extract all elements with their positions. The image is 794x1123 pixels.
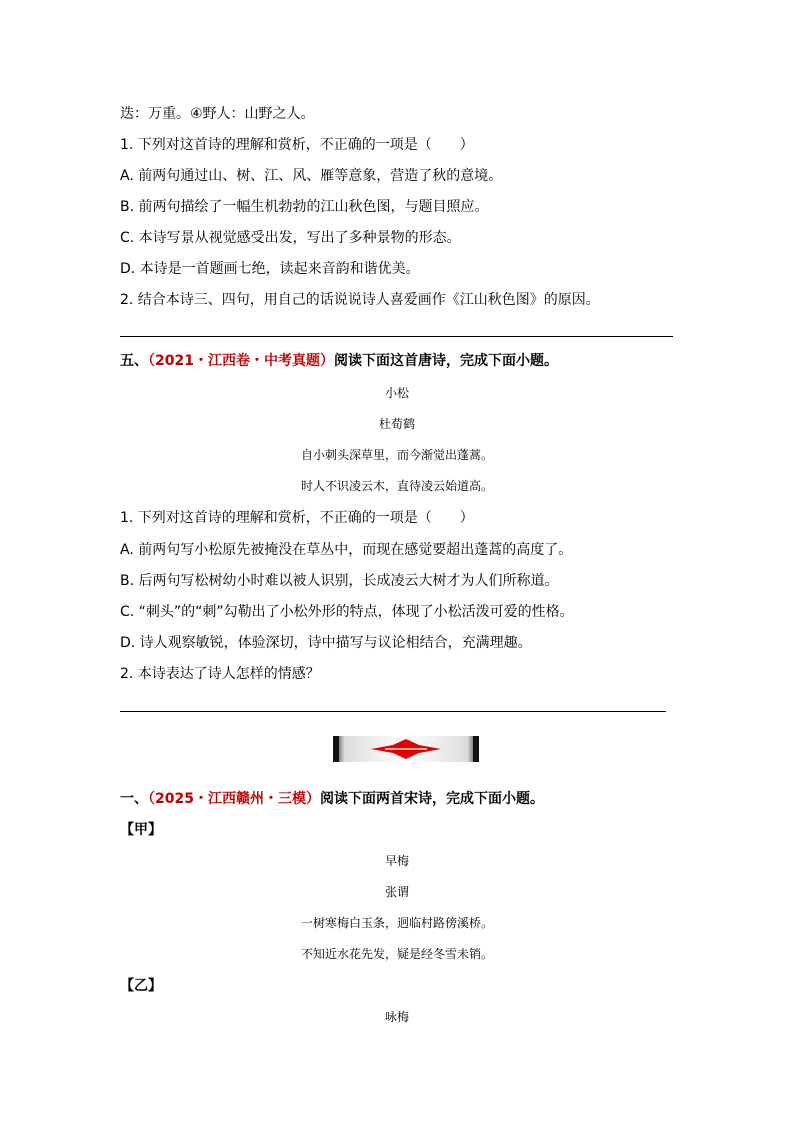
source-label: （2025・江西赣州・三模） (148, 791, 320, 807)
poem-title: 咏梅 (384, 1010, 409, 1024)
poem-author: 张谓 (384, 885, 409, 899)
poem-line: 一树寒梅白玉条，迥临村路傍溪桥。 (300, 916, 493, 930)
note-tail: 迭：万重。④野人：山野之人。 (120, 106, 315, 122)
poem-label-jia: 【甲】 (120, 822, 162, 838)
poem-title: 小松 (384, 386, 409, 400)
section-divider-badge (333, 736, 479, 762)
section-number: 五、 (120, 353, 148, 369)
poem-line: 时人不识凌云木，直待凌云始道高。 (300, 479, 493, 493)
question-2: 2. 本诗表达了诗人怎样的情感？ (120, 666, 320, 682)
question-2: 2. 结合本诗三、四句，用自己的话说说诗人喜爱画作《江山秋色图》的原因。 (120, 292, 600, 308)
divider (120, 711, 666, 712)
question-1: 1. 下列对这首诗的理解和赏析，不正确的一项是（ ） (120, 137, 474, 153)
option-d: D. 诗人观察敏锐，体验深切，诗中描写与议论相结合，充满理趣。 (120, 635, 532, 651)
poem-title: 早梅 (384, 854, 409, 868)
section-number: 一、 (120, 791, 148, 807)
divider (120, 336, 673, 337)
option-c: C. 本诗写景从视觉感受出发，写出了多种景物的形态。 (120, 230, 461, 246)
option-c: C. “刺头”的“刺”勾勒出了小松外形的特点，体现了小松活泼可爱的性格。 (120, 604, 574, 620)
section-heading (120, 789, 544, 809)
decorative-banner-icon (333, 736, 479, 762)
source-label: （2021・江西卷・中考真题） (148, 353, 334, 369)
option-b: B. 后两句写松树幼小时难以被人识别，长成凌云大树才为人们所称道。 (120, 573, 559, 589)
option-b: B. 前两句描绘了一幅生机勃勃的江山秋色图，与题目照应。 (120, 199, 489, 215)
question-1: 1. 下列对这首诗的理解和赏析，不正确的一项是（ ） (120, 510, 474, 526)
option-a: A. 前两句通过山、树、江、风、雁等意象，营造了秋的意境。 (120, 168, 503, 184)
section-instruction: 阅读下面两首宋诗，完成下面小题。 (319, 791, 544, 807)
poem-line: 自小刺头深草里，而今渐觉出蓬蒿。 (300, 448, 493, 462)
option-a: A. 前两句写小松原先被掩没在草丛中，而现在感觉要超出蓬蒿的高度了。 (120, 542, 573, 558)
poem-author: 杜荀鹤 (378, 417, 415, 431)
poem-label-yi: 【乙】 (120, 978, 162, 994)
section-instruction: 阅读下面这首唐诗，完成下面小题。 (333, 353, 558, 369)
poem-line: 不知近水花先发，疑是经冬雪未销。 (300, 947, 493, 961)
section-heading (120, 351, 558, 371)
option-d: D. 本诗是一首题画七绝，读起来音韵和谐优美。 (120, 261, 420, 277)
